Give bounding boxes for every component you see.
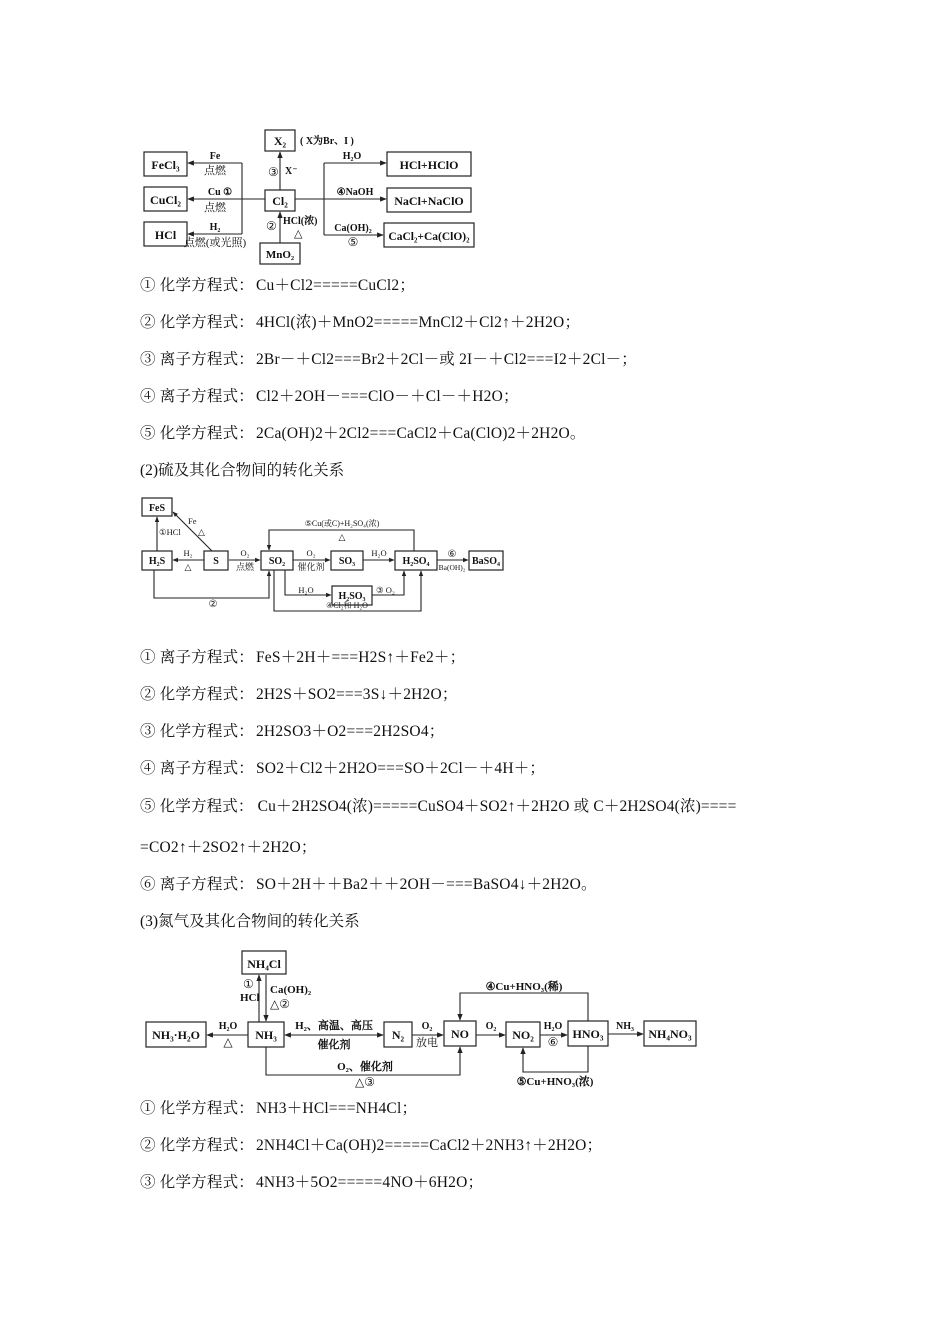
label-naoh: ④NaOH bbox=[336, 187, 374, 198]
node-x2-label: X₂ bbox=[273, 134, 287, 148]
node-hno3-label: HNO₃ bbox=[572, 1027, 604, 1041]
node-nh3-label: NH₃ bbox=[255, 1028, 277, 1042]
node-cacl2-caclo2-label: CaCl₂+Ca(ClO)₂ bbox=[388, 231, 470, 243]
label-o2-no: O₂ bbox=[485, 1021, 497, 1032]
chlorine-equation-2: ② 化学方程式： 4HCl(浓)＋MnO2=====MnCl2＋Cl2↑＋2H2O； bbox=[140, 314, 581, 331]
label-heat-fe: △ bbox=[198, 527, 205, 537]
node-cl2-label: Cl₂ bbox=[272, 194, 288, 208]
label-c1-hcl: ①HCl bbox=[159, 527, 181, 537]
nitrogen-equation-2: ② 化学方程式： 2NH4Cl＋Ca(OH)2=====CaCl2＋2NH3↑＋2H2O； bbox=[140, 1137, 603, 1154]
label-o2-s: O₂ bbox=[240, 548, 250, 558]
sulfur-equation-3: ③ 化学方程式： 2H2SO3＋O2===2H2SO4； bbox=[140, 723, 445, 740]
label-h2: H₂ bbox=[209, 222, 221, 233]
label-hcl-conc: HCl(浓) bbox=[283, 216, 318, 227]
label-h2-cond: 点燃(或光照) bbox=[183, 237, 247, 249]
label-caoh2: Ca(OH)₂ bbox=[270, 984, 312, 996]
node-no2-label: NO₂ bbox=[512, 1028, 534, 1042]
label-cu: Cu ① bbox=[207, 187, 233, 198]
chlorine-equation-5: ⑤ 化学方程式： 2Ca(OH)2＋2Cl2===CaCl2＋Ca(ClO)2＋2H2O。 bbox=[140, 425, 586, 442]
sulfur-equation-4: ④ 离子方程式： SO2＋Cl2＋2H2O===SO＋2Cl－＋4H＋； bbox=[140, 760, 546, 777]
node-hcl-label: HCl bbox=[154, 228, 177, 242]
node-mno2-label: MnO₂ bbox=[265, 249, 295, 261]
label-h2o-so2: H₂O bbox=[298, 585, 314, 595]
label-o2-so2: O₂ bbox=[306, 548, 316, 558]
node-h2so4-label: H₂SO₄ bbox=[402, 556, 430, 567]
label-c5: ⑤Cu+HNO₃(浓) bbox=[516, 1076, 594, 1088]
label-c3: ③ bbox=[268, 165, 279, 179]
label-heat: △ bbox=[223, 1035, 233, 1049]
sulfur-equation-1: ① 离子方程式： FeS＋2H＋===H2S↑＋Fe2＋； bbox=[140, 649, 466, 666]
x-note: ( X为Br、I ) bbox=[300, 136, 354, 147]
label-heat-c3: △③ bbox=[355, 1075, 375, 1089]
label-fe-cond: 点燃 bbox=[204, 165, 226, 177]
label-ignite: 点燃 bbox=[235, 562, 255, 572]
node-no-label: NO bbox=[451, 1027, 469, 1041]
node-nh4no3-label: NH₄NO₃ bbox=[648, 1027, 692, 1041]
node-so3-label: SO₃ bbox=[338, 556, 356, 567]
nitrogen-diagram bbox=[140, 948, 700, 1090]
label-fe: Fe bbox=[188, 516, 197, 526]
node-nh4cl-label: NH₄Cl bbox=[247, 957, 281, 971]
chlorine-equation-3: ③ 离子方程式： 2Br－＋Cl2===Br2＋2Cl－或 2I－＋Cl2===I2＋2Cl－； bbox=[140, 351, 638, 368]
label-h2: H₂ bbox=[183, 548, 193, 558]
sulfur-diagram bbox=[138, 494, 508, 612]
node-h2so3-label: H₂SO₃ bbox=[338, 591, 366, 602]
node-hcl-hclo-label: HCl+HClO bbox=[399, 158, 459, 172]
sulfur-equation-5-line2: =CO2↑＋2SO2↑＋2H2O； bbox=[140, 839, 317, 856]
label-heat: △ bbox=[294, 228, 303, 240]
chlorine-equation-1: ① 化学方程式： Cu＋Cl2=====CuCl2； bbox=[140, 277, 416, 294]
label-heat-c2: △② bbox=[270, 997, 290, 1011]
label-c6: ⑥ bbox=[547, 1035, 559, 1049]
label-c1: ① bbox=[243, 977, 254, 991]
label-c5: ⑤ bbox=[347, 235, 359, 249]
label-h2o-so3: H₂O bbox=[371, 548, 387, 558]
label-o2-n2: O₂ bbox=[421, 1021, 433, 1032]
label-c2: ② bbox=[266, 219, 277, 233]
sulfur-equation-6: ⑥ 离子方程式： SO＋2H＋＋Ba2＋＋2OH－===BaSO4↓＋2H2O。 bbox=[140, 876, 597, 893]
nitrogen-equation-3: ③ 化学方程式： 4NH3＋5O2=====4NO＋6H2O； bbox=[140, 1174, 484, 1191]
node-baso4-label: BaSO₄ bbox=[471, 556, 501, 567]
label-x-minus: X⁻ bbox=[285, 166, 298, 177]
label-c4: ④Cu+HNO₃(稀) bbox=[485, 981, 563, 993]
node-n2-label: N₂ bbox=[391, 1028, 405, 1042]
label-c3-o2: ③ O₂ bbox=[376, 585, 395, 595]
label-heat-h2: △ bbox=[184, 562, 192, 572]
node-so2-label: SO₂ bbox=[268, 556, 286, 567]
label-catalyst: 催化剂 bbox=[317, 1039, 351, 1051]
node-nh3h2o-label: NH₃·H₂O bbox=[152, 1028, 200, 1042]
label-h2-cond: H₂、高温、高压 bbox=[295, 1020, 373, 1032]
section-nitrogen-title: (3)氮气及其化合物间的转化关系 bbox=[140, 913, 360, 930]
node-cucl2-label: CuCl₂ bbox=[150, 193, 181, 207]
label-catalyst: 催化剂 bbox=[297, 562, 325, 572]
label-c4: ④Cl₂和 H₂O bbox=[326, 601, 368, 610]
sulfur-equation-5-line1: ⑤ 化学方程式： Cu＋2H2SO4(浓)=====CuSO4＋SO2↑＋2H2O 或 C＋2H2SO4(浓)==== bbox=[140, 798, 737, 815]
node-fes-label: FeS bbox=[148, 503, 166, 514]
label-h2o-no2: H₂O bbox=[543, 1021, 563, 1032]
label-o2-catalyst: O₂、催化剂 bbox=[337, 1061, 393, 1073]
label-fe: Fe bbox=[209, 151, 221, 162]
node-h2s-label: H₂S bbox=[148, 556, 166, 567]
label-cu-cond: 点燃 bbox=[204, 202, 226, 214]
label-c2: ② bbox=[208, 599, 218, 610]
label-c5: ⑤Cu(或C)+H₂SO₄(浓) bbox=[304, 519, 380, 528]
label-h2o: H₂O bbox=[342, 151, 362, 162]
label-heat-c5: △ bbox=[338, 532, 346, 542]
node-s-label: S bbox=[213, 556, 219, 567]
nitrogen-equation-1: ① 化学方程式： NH3＋HCl===NH4Cl； bbox=[140, 1100, 418, 1117]
label-baoh2: Ba(OH)₂ bbox=[438, 563, 466, 572]
sulfur-equation-2: ② 化学方程式： 2H2S＋SO2===3S↓＋2H2O； bbox=[140, 686, 458, 703]
node-nacl-naclo-label: NaCl+NaClO bbox=[394, 194, 464, 208]
label-hcl: HCl bbox=[240, 992, 260, 1004]
chlorine-diagram bbox=[138, 125, 483, 267]
label-discharge: 放电 bbox=[416, 1037, 438, 1049]
label-h2o-nh3: H₂O bbox=[218, 1021, 238, 1032]
section-sulfur-title: (2)硫及其化合物间的转化关系 bbox=[140, 462, 345, 479]
node-fecl3-label: FeCl₃ bbox=[151, 158, 180, 172]
chlorine-equation-4: ④ 离子方程式： Cl2＋2OH－===ClO－＋Cl－＋H2O； bbox=[140, 388, 519, 405]
label-nh3-hno3: NH₃ bbox=[616, 1021, 634, 1032]
label-caoh2: Ca(OH)₂ bbox=[334, 223, 372, 234]
label-c6: ⑥ bbox=[447, 549, 457, 560]
